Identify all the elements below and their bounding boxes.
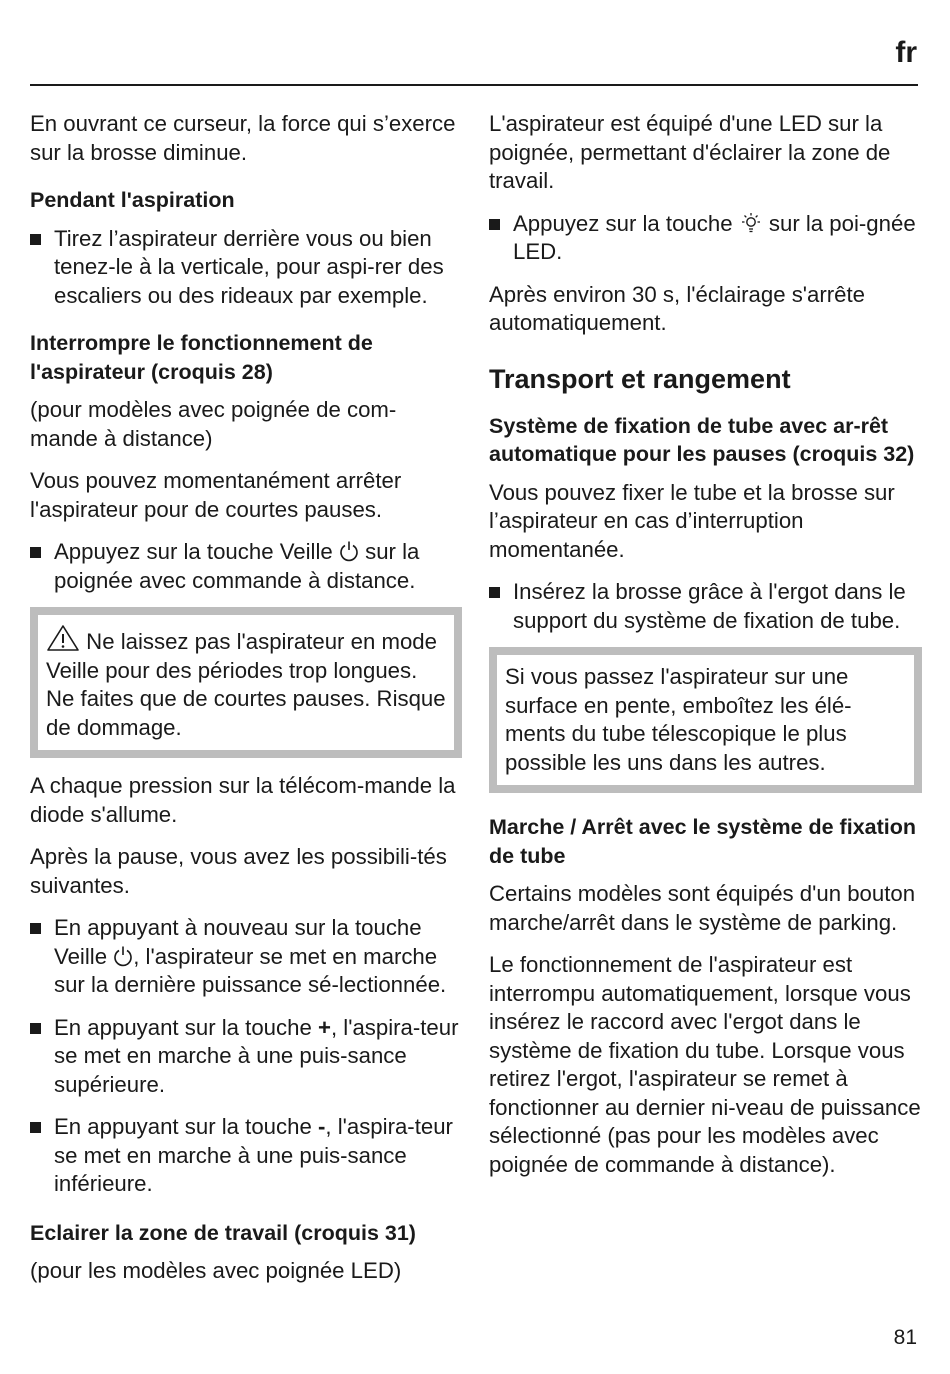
- warning-triangle-icon: [46, 624, 80, 652]
- minus-key-label: -: [317, 1114, 326, 1139]
- heading-marche-arret: Marche / Arrêt avec le système de fixation de tube: [489, 815, 917, 868]
- bullet-appuyez-veille: [30, 538, 462, 595]
- bullet-touche-moins: [30, 1113, 462, 1199]
- paragraph-fixer-tube: Vous pouvez fixer le tube et la brosse sur l’aspirateur en cas d’interruption momentanée.: [489, 479, 895, 562]
- heading-eclairer: Eclairer la zone de travail (croquis 31): [30, 1220, 416, 1245]
- paragraph-fonctionnement: Le fonctionnement de l'aspirateur est interrompu automatiquement, lorsque vous insérez le raccord avec l'ergot dans le système de fixation du tube. Lorsque vous retirez l'ergot, l'aspirateur se remet à fonctionner au dernier ni-veau de puissance sélectionné (pas pour les modèles avec poignée de commande à distance).: [489, 952, 921, 1177]
- bullet-appuyez-led-text-b: sur la poi-gnée LED.: [513, 210, 916, 264]
- heading-interrompre-line2: l'aspirateur (croquis 28): [30, 359, 273, 384]
- bullet-inserez-brosse: Insérez la brosse grâce à l'ergot dans le support du système de fixation de tube.: [489, 578, 922, 635]
- bullet-tirez: Tirez l’aspirateur derrière vous ou bien tenez-le à la verticale, pour aspi-rer des escaliers ou des rideaux par exemple.: [30, 225, 462, 311]
- heading-systeme-fixation: Système de fixation de tube avec ar-rêt automatique pour les pauses (croquis 32): [489, 413, 915, 466]
- paragraph-modeles-commande: (pour modèles avec poignée de com-mande à distance): [30, 397, 397, 451]
- bullet-touche-moins-text-b: , l'aspira-teur se met en marche à une puis-sance inférieure.: [54, 1114, 453, 1196]
- right-column: [489, 110, 922, 1179]
- header-rule: [30, 84, 918, 86]
- paragraph-apres-pause: Après la pause, vous avez les possibili-tés suivantes.: [30, 844, 447, 898]
- warning-text: Ne laissez pas l'aspirateur en mode Veille pour des périodes trop longues. Ne faites que de courtes pauses. Risque de dommage.: [46, 629, 446, 740]
- bullet-touche-plus-text-b: , l'aspira-teur se met en marche à une puis-sance supérieure.: [54, 1014, 459, 1097]
- bullet-touche-plus: [30, 1014, 462, 1100]
- bullet-appuyez-led: [489, 210, 922, 267]
- bullet-appuyez-veille-text-a: Appuyez sur la touche Veille: [54, 539, 333, 564]
- paragraph-telecommande: A chaque pression sur la télécom-mande la diode s'allume.: [30, 773, 456, 827]
- plus-key-label: +: [317, 1014, 331, 1040]
- section-title-transport: Transport et rangement: [489, 363, 791, 394]
- power-standby-icon: [339, 540, 359, 562]
- bullet-appuyez-led-text-a: Appuyez sur la touche: [513, 210, 733, 236]
- bullet-appuyez-veille-text-b: sur la poignée avec commande à distance.: [54, 539, 420, 593]
- intro-paragraph: En ouvrant ce curseur, la force qui s’exerce sur la brosse diminue.: [30, 111, 456, 165]
- page-number: 81: [893, 1326, 917, 1349]
- paragraph-apres-30s: Après environ 30 s, l'éclairage s'arrête automatiquement.: [489, 281, 865, 335]
- paragraph-certains-modeles: Certains modèles sont équipés d'un bouton marche/arrêt dans le système de parking.: [489, 881, 916, 935]
- language-code: fr: [895, 36, 917, 69]
- bullet-nouveau-veille-text-a: En appuyant à nouveau sur la touche Veille: [54, 915, 422, 969]
- note-box: [489, 647, 922, 793]
- heading-pendant-aspiration: Pendant l'aspiration: [30, 188, 235, 212]
- light-bulb-icon: [739, 212, 763, 234]
- note-text: Si vous passez l'aspirateur sur une surface en pente, emboîtez les élé-ments du tube télescopique le plus possible les uns dans les autres.: [505, 664, 852, 775]
- bullet-touche-moins-text-a: En appuyant sur la touche: [54, 1114, 312, 1139]
- heading-interrompre: [30, 329, 462, 386]
- bullet-nouveau-veille: [30, 914, 462, 1000]
- paragraph-led: L'aspirateur est équipé d'une LED sur la poignée, permettant d'éclairer la zone de travail.: [489, 111, 891, 193]
- paragraph-vous-pouvez: Vous pouvez momentanément arrêter l'aspirateur pour de courtes pauses.: [30, 468, 402, 522]
- paragraph-poignee-led: (pour les modèles avec poignée LED): [30, 1258, 402, 1283]
- bullet-nouveau-veille-text-b: , l'aspirateur se met en marche sur la dernière puissance sé-lectionnée.: [54, 943, 447, 997]
- bullet-touche-plus-text-a: En appuyant sur la touche: [54, 1014, 312, 1040]
- warning-text-container: [46, 623, 446, 742]
- heading-interrompre-line1: Interrompre le fonctionnement de: [30, 331, 373, 355]
- left-column: [30, 110, 462, 1286]
- warning-box: [30, 607, 462, 758]
- power-standby-icon: [113, 945, 133, 967]
